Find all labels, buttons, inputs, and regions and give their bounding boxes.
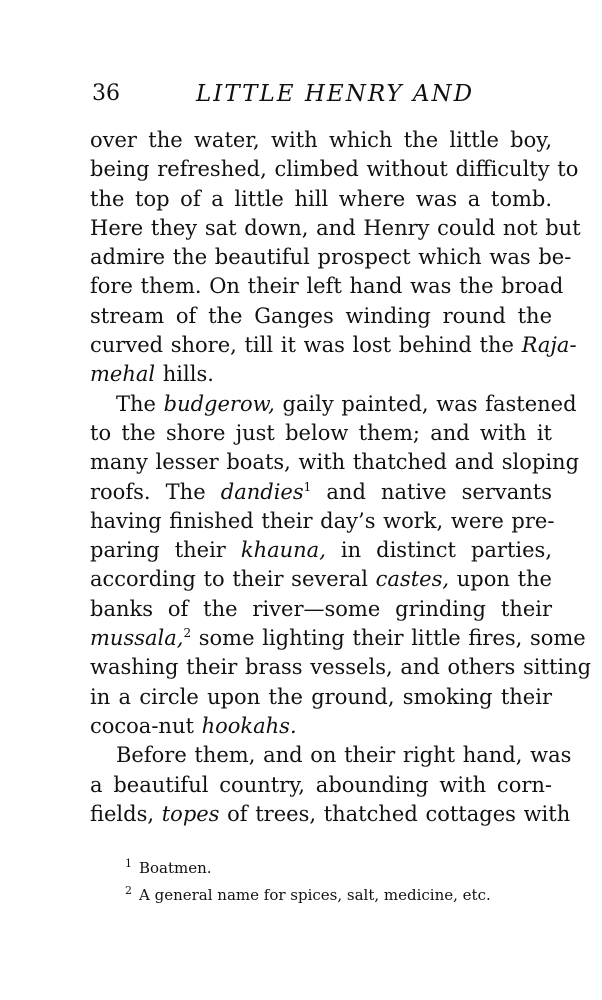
text-line: admire the beautiful prospect which was be-	[90, 245, 572, 270]
footnote-text: A general name for spices, salt, medicine, etc.	[139, 886, 491, 904]
text-run: paring their	[90, 538, 241, 563]
text-run: and native servants	[311, 479, 552, 504]
text-run: according to their several	[90, 567, 376, 592]
text-line: many lesser boats, with thatched and sloping	[90, 450, 580, 475]
italic-term: topes	[161, 801, 220, 826]
running-head: LITTLE HENRY AND	[196, 81, 475, 107]
text-line	[90, 565, 552, 594]
text-line: the top of a little hill where was a tomb.	[90, 186, 552, 211]
text-line: a beautiful country, abounding with corn-	[90, 772, 552, 797]
text-line: over the water, with which the little boy,	[90, 128, 552, 152]
text-run: upon the	[449, 567, 552, 592]
text-run: fields,	[90, 801, 162, 826]
text-line	[90, 390, 577, 419]
footnote-text: Boatmen.	[139, 859, 212, 877]
text-run: hills.	[155, 362, 214, 387]
text-line: Before them, and on their right hand, was	[116, 743, 572, 768]
text-line	[90, 536, 552, 565]
text-line: to the shore just below them; and with it	[90, 420, 552, 445]
italic-term: Raja-	[521, 333, 577, 358]
text-line	[90, 360, 552, 389]
text-run: curved shore, till it was lost behind the	[90, 333, 522, 358]
italic-term: castes,	[375, 567, 450, 592]
italic-term: mehal	[90, 362, 156, 387]
page-number: 36	[92, 81, 120, 106]
footnote	[125, 850, 491, 877]
italic-term: mussala,	[90, 626, 184, 651]
text-line: fore them. On their left hand was the broad	[90, 274, 564, 299]
footnote	[125, 877, 491, 904]
text-line	[90, 800, 571, 829]
text-run: in distinct parties,	[325, 538, 552, 563]
footnote-ref: 2	[183, 626, 192, 641]
text-line	[90, 624, 586, 653]
text-run: cocoa-nut	[90, 713, 202, 738]
text-line: stream of the Ganges winding round the	[90, 303, 552, 328]
footnote-mark: 1	[125, 857, 132, 870]
text-line	[90, 712, 552, 741]
text-line: having finished their day’s work, were pre-	[90, 508, 555, 533]
footnote-ref: 1	[303, 479, 312, 494]
text-line: in a circle upon the ground, smoking their	[90, 684, 552, 709]
text-line	[90, 478, 552, 507]
text-line: Here they sat down, and Henry could not but	[90, 215, 581, 240]
footnote-mark: 2	[125, 884, 132, 897]
italic-term: hookahs.	[201, 713, 297, 738]
body-text	[90, 126, 592, 829]
text-line: being refreshed, climbed without difficulty to	[90, 157, 579, 182]
text-run: roofs. The	[90, 479, 221, 504]
text-run: The	[116, 391, 164, 416]
italic-term: budgerow,	[163, 391, 275, 416]
footnotes	[125, 850, 491, 904]
text-run: of trees, thatched cottages with	[219, 801, 571, 826]
italic-term: khauna,	[240, 538, 326, 563]
text-line: banks of the river—some grinding their	[90, 596, 552, 621]
text-run: gaily painted, was fastened	[274, 391, 577, 416]
text-run: some lighting their little fires, some	[191, 626, 586, 651]
text-line: washing their brass vessels, and others sitting	[90, 655, 592, 680]
italic-term: dandies	[220, 479, 304, 504]
text-line	[90, 331, 577, 360]
